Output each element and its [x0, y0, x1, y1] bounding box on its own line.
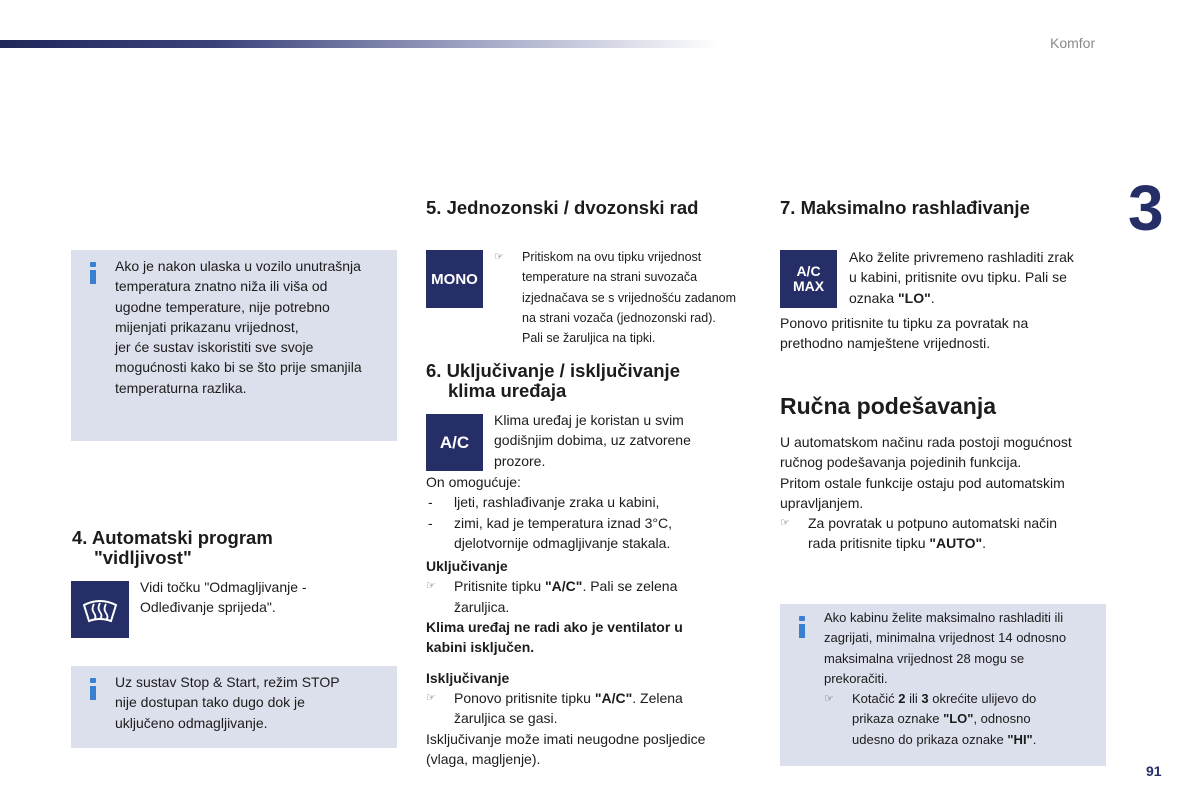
section-6-intro: Klima uređaj je koristan u svim godišnjim dobima, uz zatvorene prozore. — [494, 412, 691, 469]
page-number: 91 — [1146, 763, 1162, 779]
info-text: Ako kabinu želite maksimalno rashladiti ili zagrijati, minimalna vrijednost 14 odnosno maksimalna vrijednost 28 mogu se prekoračiti. ☞ Kotačić 2 ili 3 okrećite ulijevo do prikaza oznake "LO", odnosno udesno do prikaza oznake "HI". — [824, 610, 1067, 747]
section-7-title: 7. Maksimalno rashlađivanje — [780, 197, 1030, 218]
info-box-temperature — [71, 250, 397, 441]
ac-max-button[interactable]: A/C MAX — [780, 250, 837, 308]
section-title: Komfor — [1050, 35, 1096, 51]
info-box-stop-start — [71, 666, 397, 748]
windscreen-defrost-icon — [80, 595, 120, 625]
section-6-body: On omogućuje: - ljeti, rashlađivanje zraka u kabini, - zimi, kad je temperatura iznad 3°C, djelotvornije odmagljivanje stakala. Uključivanje ☞ Pritisnite tipku "A/C". Pali se zelena žaruljica. Klima uređaj ne radi ako je ventilator u kabini isključen. Isključivanje ☞ Ponovo pritisnite tipku "A/C". Zelena žaruljica se gasi. Isključivanje može imati neugodne posljedice (vlaga, magljenje). — [426, 474, 706, 767]
section-6-title: 6. Uključivanje / isključivanje klima uređaja — [426, 360, 680, 401]
manual-settings-text: U automatskom načinu rada postoji mogućnost ručnog podešavanja pojedinih funkcija. Pritom ostale funkcije ostaju pod automatskim upravljanjem. ☞ Za povratak u potpuno automatski način rada pritisnite tipku "AUTO". — [780, 434, 1072, 552]
section-7-return-text: Ponovo pritisnite tu tipku za povratak na prethodno namještene vrijednosti. — [780, 315, 1029, 352]
info-text: Ako je nakon ulaska u vozilo unutrašnja temperatura znatno niža ili viša od ugodne temperature, nije potrebno mijenjati prikazanu vrijednost, jer će sustav iskoristiti sve svoje mogućnosti kako bi se što prije smanjila temperaturna razlika. — [115, 258, 362, 396]
section-4-text: Vidi točku "Odmagljivanje - Odleđivanje sprijeda". — [140, 579, 307, 616]
section-4-title: 4. Automatski program "vidljivost" — [72, 527, 273, 568]
manual-settings-title: Ručna podešavanja — [780, 393, 997, 419]
section-5-text: ☞ Pritiskom na ovu tipku vrijednost temperature na strani suvozača izjednačava se s vrijednošću zadanom na strani vozača (jednozonski rad). Pali se žaruljica na tipki. — [494, 250, 737, 346]
info-box-max-cooling — [780, 604, 1106, 766]
mono-button[interactable]: MONO — [426, 250, 483, 308]
defrost-button[interactable] — [71, 581, 129, 638]
header-bar — [0, 40, 720, 48]
section-5-title: 5. Jednozonski / dvozonski rad — [426, 197, 699, 218]
chapter-number: 3 — [1128, 172, 1164, 244]
section-7-text: Ako želite privremeno rashladiti zrak u kabini, pritisnite ovu tipku. Pali se oznaka "LO". — [849, 249, 1074, 306]
ac-button[interactable]: A/C — [426, 414, 483, 471]
info-text: Uz sustav Stop & Start, režim STOP nije dostupan tako dugo dok je uključeno odmagljivanje. — [115, 674, 340, 731]
